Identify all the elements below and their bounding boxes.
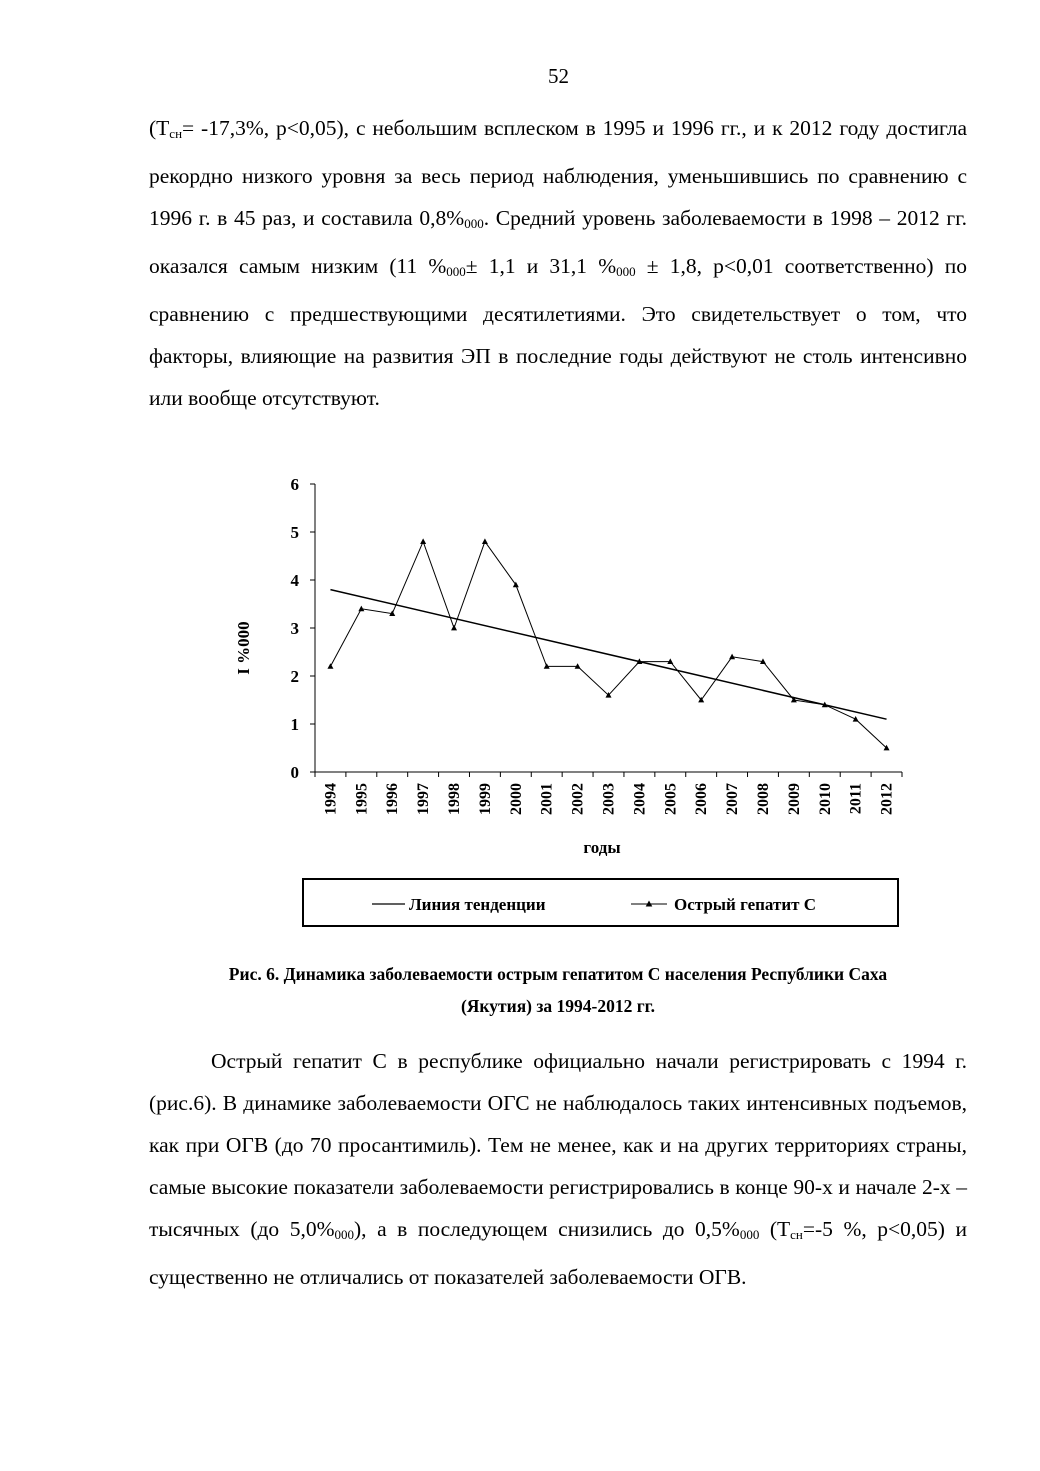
series-line-hepatitis-c [330, 542, 886, 748]
x-tick-label: 2008 [754, 783, 772, 815]
y-tick-label: 3 [290, 619, 299, 638]
y-ticks [291, 475, 316, 782]
y-tick-label: 0 [290, 763, 299, 782]
x-tick-label: 2003 [600, 783, 618, 815]
x-tick-label: 2001 [538, 783, 556, 815]
data-point [451, 625, 457, 631]
x-tick-label: 2004 [631, 783, 649, 815]
x-tick-label: 2006 [693, 783, 711, 815]
figure-caption [149, 958, 967, 1022]
y-tick-label: 5 [290, 523, 299, 542]
y-axis-label: I %000 [234, 621, 253, 675]
y-tick-label: 2 [290, 667, 299, 686]
x-tick-label: 1996 [384, 783, 402, 815]
data-point [729, 654, 735, 660]
x-ticks [315, 772, 902, 815]
paragraph-1: ($T_{сн}= -17,3\%$, р<0,05), с небольшим всплеском в 1995 и 1996 гг., и к 2012 году достигла рекордно низкого уровня за весь период наблюдения, уменьшившись по сравнению с 1996 г. в 45 раз, и составила $0,8\%_{000}$. Средний уровень заболеваемости в 1998 – 2012 гг. оказался самым низким (11 $\%_{000}\pm 1,1$ и 31,1 $\%_{000} \pm 1,8$, р<0,01 соответственно) по сравнению с предшествующими десятилетиями. Это свидетельствует о том, что факторы, влияющие на развития ЭП в последние годы действуют не столь интенсивно или вообще отсутствуют. [149, 116, 968, 410]
x-tick-label: 1999 [476, 783, 494, 815]
x-tick-label: 2012 [878, 783, 896, 815]
y-tick-label: 6 [290, 475, 299, 494]
y-tick-label: 4 [290, 571, 299, 590]
x-tick-label: 1997 [415, 783, 433, 815]
x-tick-label: 1994 [322, 783, 340, 815]
x-tick-label: 2000 [507, 783, 525, 815]
data-point [853, 716, 859, 722]
x-tick-label: 2005 [662, 783, 680, 815]
incidence-chart [0, 460, 1040, 940]
legend-trend-label: Линия тенденции [409, 895, 546, 914]
page-number: 52 [548, 64, 569, 88]
legend-series-label: Острый гепатит С [674, 895, 817, 914]
x-tick-label: 2011 [847, 783, 865, 815]
data-point [327, 663, 333, 669]
caption-line-1: Рис. 6. Динамика заболеваемости острым гепатитом С населения Республики Саха [228, 964, 888, 984]
trend-line [330, 590, 886, 720]
x-tick-label: 2007 [724, 783, 742, 815]
chart-axes [315, 484, 902, 772]
x-tick-label: 2009 [785, 783, 803, 815]
data-point [420, 538, 426, 544]
y-tick-label: 1 [290, 715, 299, 734]
x-axis-label: годы [583, 838, 621, 857]
data-point [482, 538, 488, 544]
x-tick-label: 1995 [353, 783, 371, 815]
caption-line-2: (Якутия) за 1994-2012 гг. [460, 996, 656, 1016]
paragraph-2: Острый гепатит С в республике официально начали регистрировать с 1994 г. (рис.6). В динамике заболеваемости ОГС не наблюдалось таких интенсивных подъемов, как при ОГВ (до 70 просантимиль). Тем не менее, как и на других территориях страны, самые высокие показатели заболеваемости регистрировались в конце 90-х и начале 2-х – тысячных (до $5,0\%_{000}$), а в последующем снизились до $0,5\%_{000}$ ($Т_{сн}=-5$ %, р<0,05) и существенно не отличались от показателей заболеваемости ОГВ. [149, 1049, 967, 1289]
series-markers [327, 538, 889, 750]
x-tick-label: 2010 [816, 783, 834, 815]
x-tick-label: 2002 [569, 783, 587, 815]
data-point [358, 606, 364, 612]
x-tick-label: 1998 [446, 783, 464, 815]
